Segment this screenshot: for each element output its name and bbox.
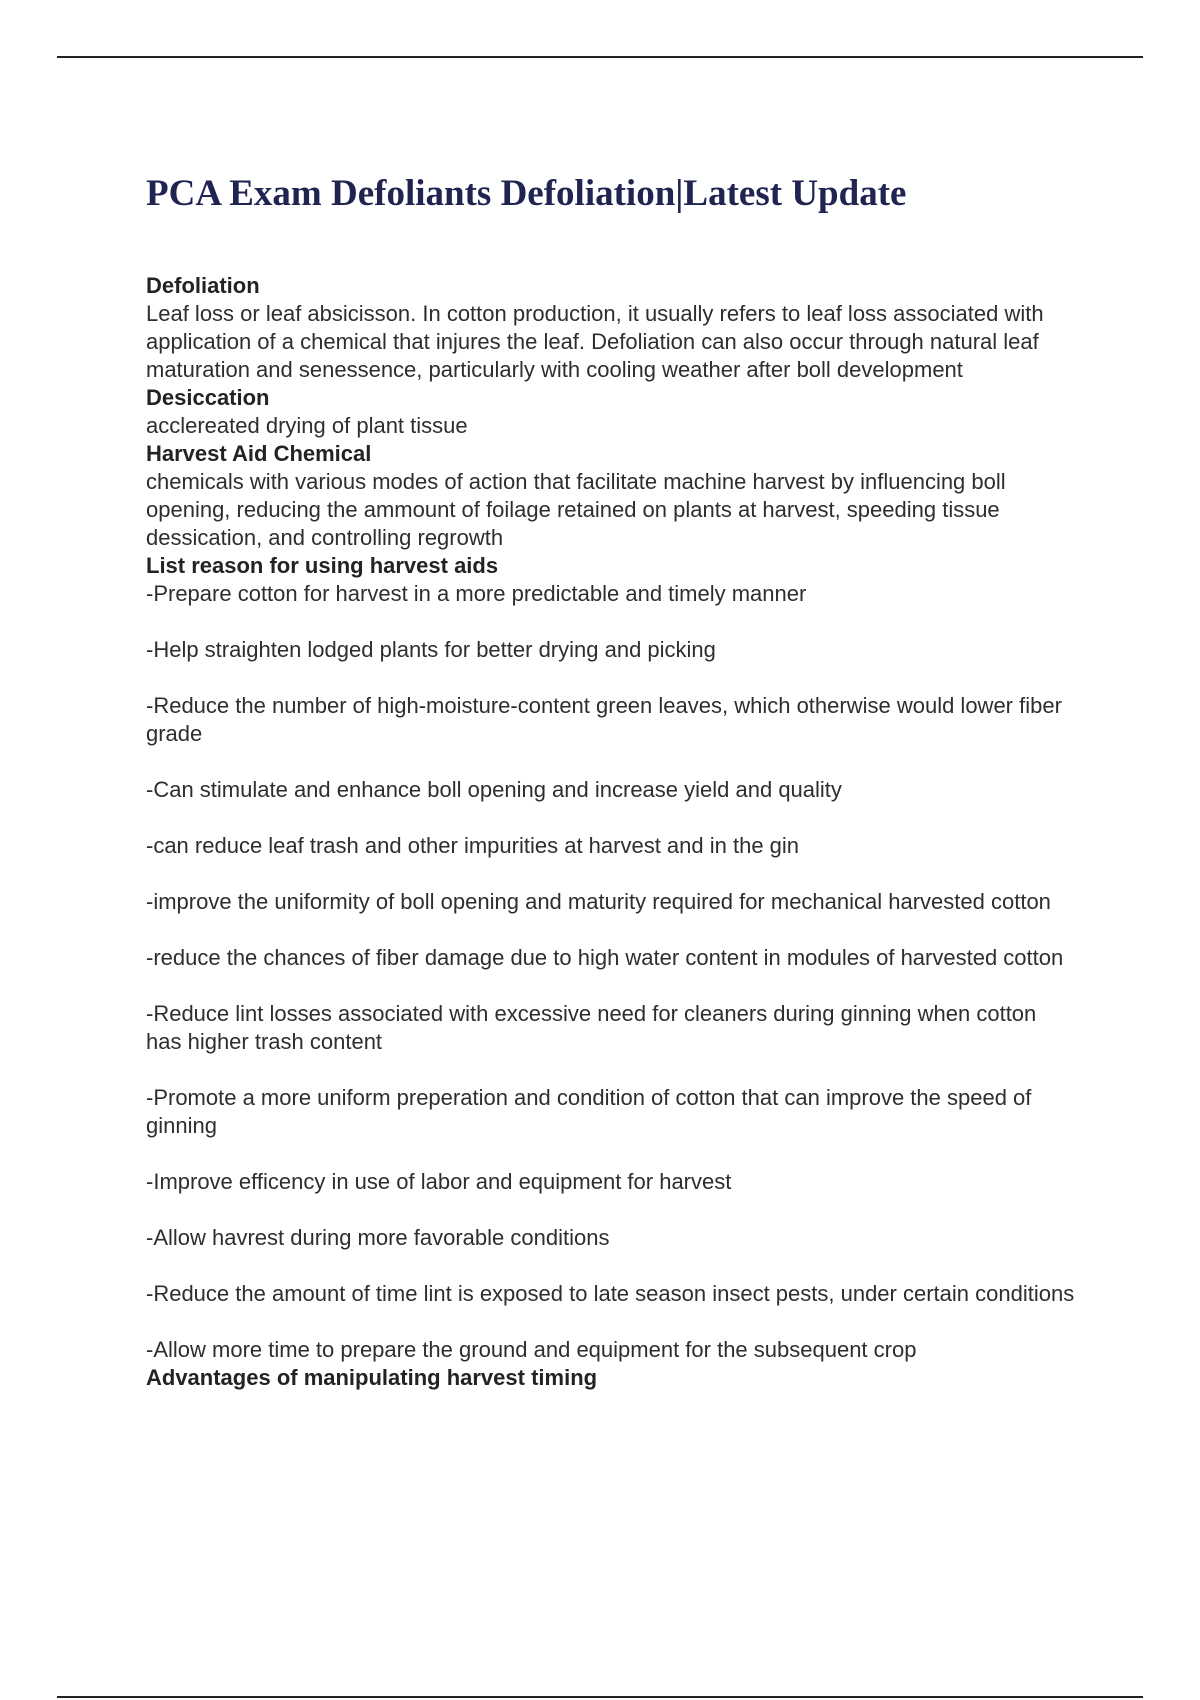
reason-item: -Reduce lint losses associated with excessive need for cleaners during ginning when cotton has higher trash content <box>146 1001 1037 1054</box>
reason-item: -Reduce the number of high-moisture-content green leaves, which otherwise would lower fiber grade <box>146 693 1062 746</box>
reason-item: -Allow more time to prepare the ground and equipment for the subsequent crop <box>146 1337 917 1362</box>
reason-item: -Reduce the amount of time lint is exposed to late season insect pests, under certain conditions <box>146 1281 1075 1306</box>
reasons-list <box>146 580 1076 1364</box>
reason-item: -Prepare cotton for harvest in a more predictable and timely manner <box>146 581 807 606</box>
reason-item: -Improve efficency in use of labor and equipment for harvest <box>146 1169 732 1194</box>
reason-item: -Promote a more uniform preperation and condition of cotton that can improve the speed of ginning <box>146 1085 1032 1138</box>
term-harvest-aid-reasons: List reason for using harvest aids <box>146 553 499 578</box>
term-harvest-aid-chemical: Harvest Aid Chemical <box>146 441 372 466</box>
reason-item: -can reduce leaf trash and other impurities at harvest and in the gin <box>146 833 800 858</box>
bottom-rule <box>57 1696 1143 1698</box>
document-title: PCA Exam Defoliants Defoliation|Latest Update <box>146 173 907 214</box>
reason-item: -reduce the chances of fiber damage due to high water content in modules of harvested cotton <box>146 945 1064 970</box>
reason-item: -Help straighten lodged plants for better drying and picking <box>146 637 716 662</box>
term-defoliation: Defoliation <box>146 273 260 298</box>
reason-item: -Can stimulate and enhance boll opening and increase yield and quality <box>146 777 842 802</box>
term-desiccation: Desiccation <box>146 385 270 410</box>
reason-item: -improve the uniformity of boll opening and maturity required for mechanical harvested cotton <box>146 889 1051 914</box>
definition-harvest-aid-chemical: chemicals with various modes of action that facilitate machine harvest by influencing boll opening, reducing the ammount of foilage retained on plants at harvest, speeding tissue dessication, and controlling regrowth <box>146 469 1006 550</box>
term-harvest-timing-advantages: Advantages of manipulating harvest timing <box>146 1365 598 1390</box>
definition-desiccation: accle​reated drying of plant tissue <box>146 413 468 438</box>
definition-defoliation: Leaf loss or leaf absicisson. In cotton production, it usually refers to leaf loss associated with application of a chemical that injures the leaf. Defoliation can also occur through natural leaf maturation and senessence, particularly with cooling weather after boll development <box>146 301 1044 382</box>
top-rule <box>57 56 1143 58</box>
reason-item: -Allow havrest during more favorable conditions <box>146 1225 610 1250</box>
document-body <box>146 272 1076 1392</box>
